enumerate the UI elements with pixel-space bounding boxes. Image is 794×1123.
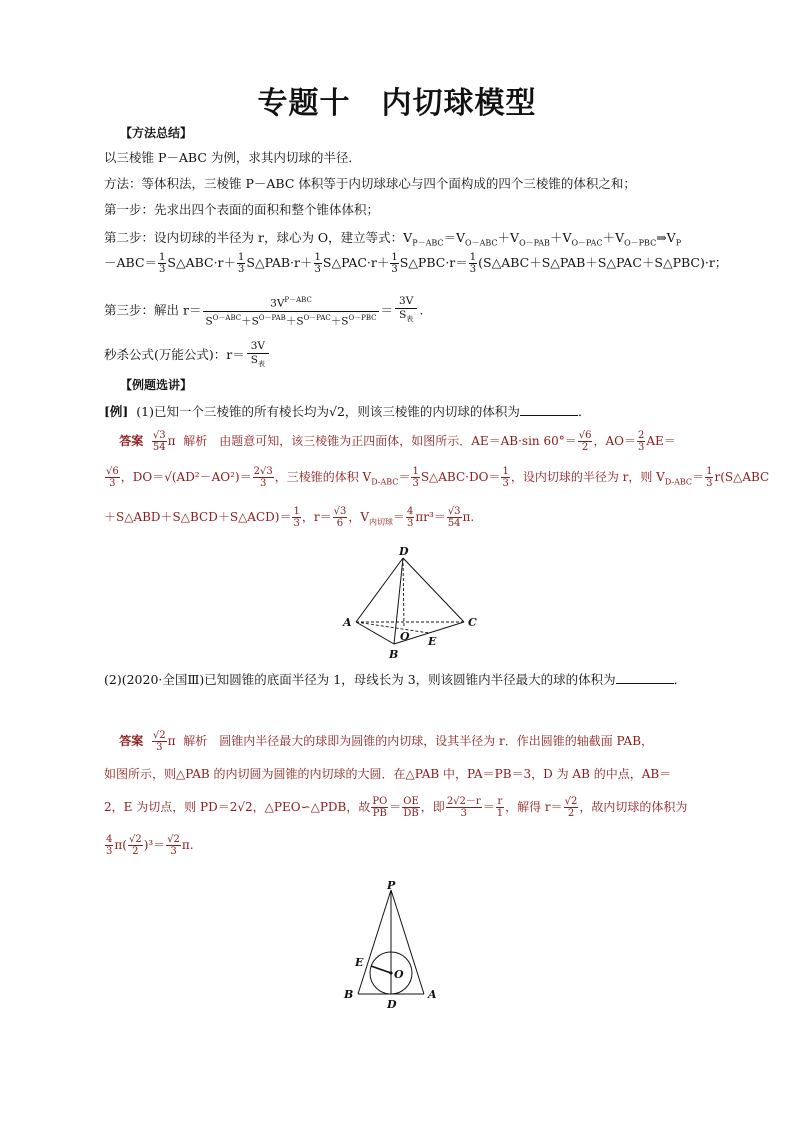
label-B: B	[344, 988, 354, 1001]
label-A: A	[428, 988, 437, 1001]
segment-OE	[371, 966, 391, 973]
label-D: D	[387, 998, 397, 1011]
page-title: 专题十 内切球模型	[257, 86, 537, 121]
segment-AE-hidden	[356, 622, 429, 633]
question-2: (2)(2020·全国Ⅲ)已知圆锥的底面半径为 1，母线长为 3，则该圆锥内半径最大的球的体积为 ．	[104, 672, 687, 687]
label-E: E	[428, 635, 437, 648]
step1-line: 第一步：先求出四个表面的面积和整个锥体体积；	[104, 202, 380, 217]
answer-1-line3: ＋S△ABD＋S△BCD＋S△ACD)＝ $\frac{1}{3}$ ，r＝ $\frac{√3}{6}$ ，$V_{内切球}=$ $\frac{4}{3}$ πr³＝ $\frac{√3}{54}$ π.	[104, 506, 475, 529]
answer-blank-2[interactable]	[616, 671, 674, 684]
answer-2-line4: $\frac{4}{3}$ π( $\frac{√2}{2}$ )³＝ $\frac{√2}{3}$ π.	[106, 834, 194, 857]
answer-blank-1[interactable]	[520, 403, 578, 416]
method-line: 方法：等体积法，三棱锥 P－ABC 体积等于内切球球心与四个面构成的四个三棱锥的体积之和；	[104, 176, 636, 191]
examples-heading: 【例题选讲】	[120, 378, 193, 392]
edge-PB	[358, 890, 391, 994]
method-summary-heading: 【方法总结】	[120, 126, 193, 140]
answer-1-line1: 答案 $\frac{√3}{54}$ π 解析 由题意可知，该三棱锥为正四面体，如图所示．AE＝AB·sin 60°＝ $\frac{√6}{2}$ ，AO＝ $\frac{2}{3}$ AE＝	[119, 430, 676, 453]
label-E: E	[355, 956, 364, 969]
segment-DO-hidden	[403, 558, 404, 628]
edge-AB	[356, 622, 394, 644]
edge-DC	[403, 558, 464, 622]
tetrahedron-figure	[340, 544, 490, 662]
answer-2-line3: 2，E 为切点，则 PD＝2√2，△PEO∽△PDB，故 $\frac{PO}{PB}$ ＝ $\frac{OE}{DB}$ ，即 $\frac{2√2-r}{3}$ ＝ $\frac{r}{1}$ ，解得 r＝ $\frac{√2}{2}$ ，故内切球的体积为	[104, 796, 688, 819]
formula-line: 秒杀公式(万能公式)：r＝ 3V $S_表$	[104, 340, 271, 371]
step2-line: 第二步：设内切球的半径为 r，球心为 O，建立等式：$V_{P-ABC}=V_{O-ABC}+V_{O-PAB}+V_{O-PAC}+V_{O-PBC}\Rightarrow V_P$	[104, 230, 682, 248]
cone-section-figure	[340, 880, 450, 1015]
step3-line: 第三步：解出 r＝ $3V^{P-ABC}$ $S^{O-ABC}+S^{O-PAB}+S^{O-PAC}+S^{O-PBC}$ ＝ 3V $S_表$ .	[104, 295, 424, 327]
answer-2-line1: 答案 $\frac{√2}{3}$ π 解析 圆锥内半径最大的球即为圆锥的内切球，设其半径为 r．作出圆锥的轴截面 PAB，	[119, 730, 654, 753]
label-O: O	[400, 630, 410, 643]
answer-2-line2: 如图所示，则△PAB 的内切圆为圆锥的内切球的大圆．在△PAB 中，PA＝PB＝3，D 为 AB 的中点，AB＝	[104, 767, 672, 781]
label-P: P	[387, 880, 396, 892]
center-O	[389, 971, 392, 974]
label-B: B	[389, 648, 399, 661]
label-A: A	[343, 616, 352, 629]
label-O: O	[394, 968, 404, 981]
label-D: D	[399, 545, 409, 558]
intro-line: 以三棱锥 P－ABC 为例，求其内切球的半径．	[104, 150, 361, 165]
edge-DA	[356, 558, 403, 622]
question-1: [例] (1)已知一个三棱锥的所有棱长均为√2，则该三棱锥的内切球的体积为 ．	[104, 404, 591, 419]
step2-line2: －ABC＝ $\frac{1}{3}$ S△ABC·r＋ $\frac{1}{3}$ S△PAB·r＋ $\frac{1}{3}$ S△PAC·r＋ $\frac{1}{3}$ S△PBC·r＝ $\frac{1}{3}$ (S△ABC＋S△PAB＋S△PAC＋S△PBC)·r；	[104, 252, 728, 275]
label-C: C	[468, 616, 477, 629]
answer-1-line2: $\frac{√6}{3}$ ，DO＝√(AD²－AO²)＝ $\frac{2√3}{3}$ ，三棱锥的体积 $V_{D-ABC}=$ $\frac{1}{3}$ S△ABC·DO＝ $\frac{1}{3}$ ，设内切球的半径为 r，则 $V_{D-ABC}=$ $\frac{1}{3}$ r(S△ABC	[106, 466, 770, 489]
